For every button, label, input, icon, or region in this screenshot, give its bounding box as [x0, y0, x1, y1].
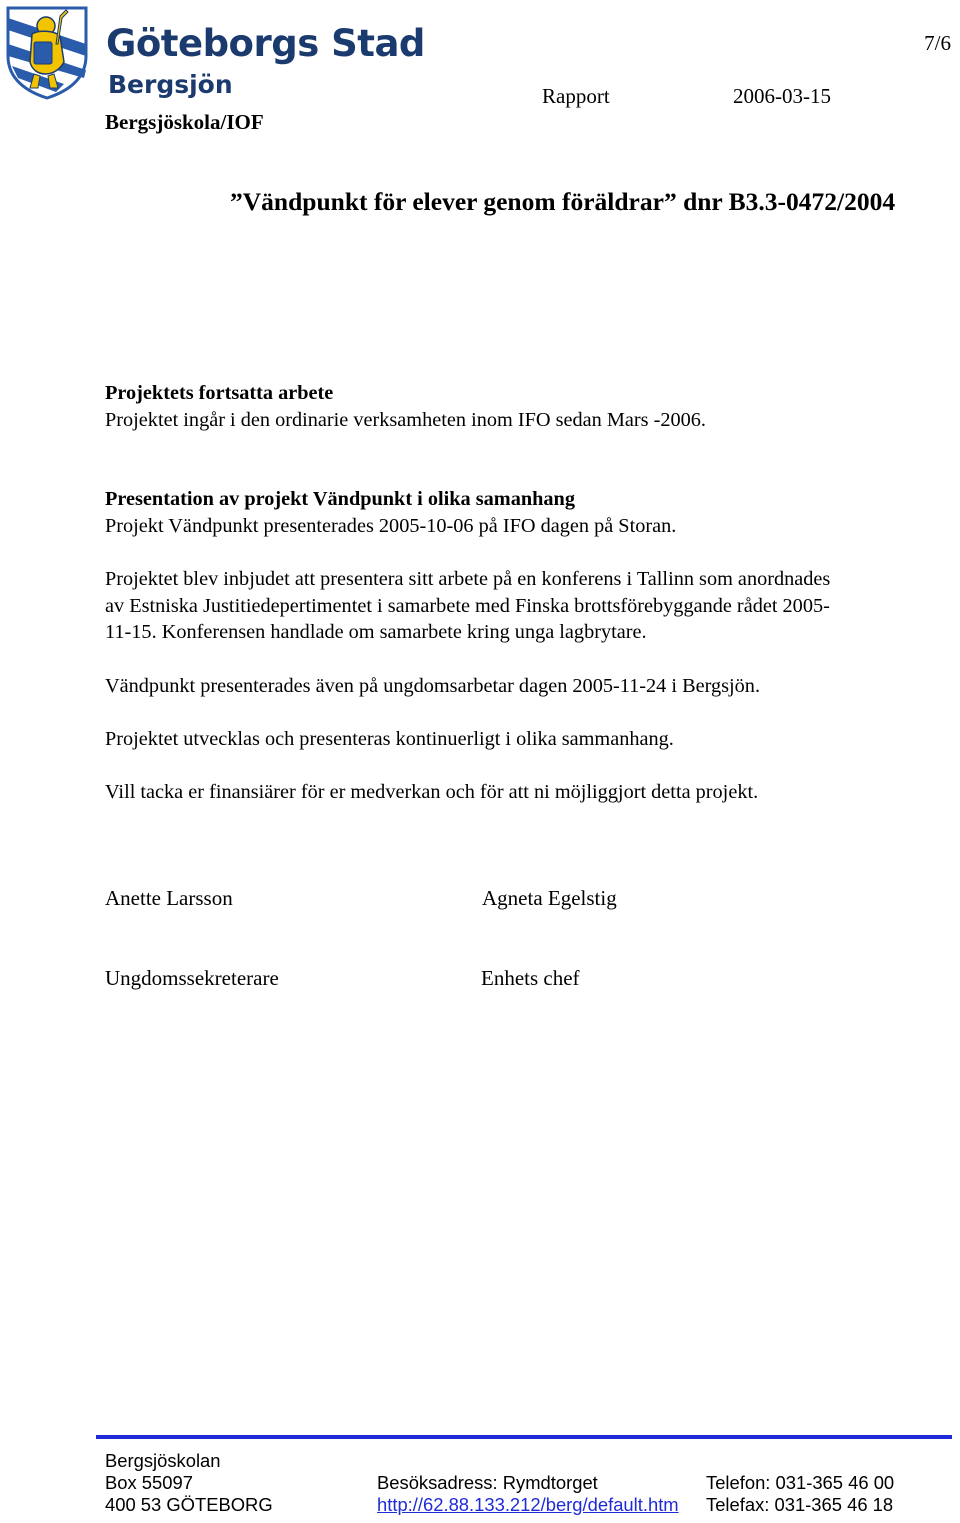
section-continued-work [105, 380, 945, 433]
signature-name: Agneta Egelstig [482, 886, 617, 910]
document-title: ”Vändpunkt för elever genom föräldrar” dnr B3.3-0472/2004 [230, 187, 896, 216]
footer-fax: Telefax: 031-365 46 18 [706, 1494, 894, 1515]
paragraph: Projektet utvecklas och presenteras kontinuerligt i olika sammanhang. [105, 728, 674, 750]
paragraph-tallinn-conference [105, 566, 945, 646]
signature-role: Enhets chef [481, 966, 580, 990]
paragraph: Vändpunkt presenterades även på ungdomsarbetar dagen 2005-11-24 i Bergsjön. [105, 675, 761, 697]
footer-box: Box 55097 [105, 1472, 193, 1493]
document-date: 2006-03-15 [733, 84, 831, 108]
brand-name: Göteborgs Stad [106, 22, 425, 65]
footer-phone: Telefon: 031-365 46 00 [706, 1472, 895, 1493]
section-heading: Projektets fortsatta arbete [105, 382, 334, 404]
paragraph: Projekt Vändpunkt presenterades 2005-10-06 på IFO dagen på Storan. [105, 514, 677, 537]
school-unit: Bergsjöskola/IOF [105, 110, 264, 134]
section-heading: Presentation av projekt Vändpunkt i olika samanhang [105, 488, 575, 510]
footer-org: Bergsjöskolan [105, 1450, 221, 1471]
brand-district: Bergsjön [108, 70, 233, 99]
paragraph-line: Projektet blev inbjudet att presentera sitt arbete på en konferens i Tallinn som anordnades [105, 568, 831, 590]
goteborg-coat-of-arms-icon [4, 4, 90, 100]
paragraph: Vill tacka er finansiärer för er medverkan och för att ni möjliggjort detta projekt. [105, 781, 759, 803]
signature-name: Anette Larsson [105, 886, 233, 910]
page-number: 7/6 [924, 31, 951, 55]
footer-visit-address: Besöksadress: Rymdtorget [377, 1472, 598, 1493]
footer-divider [96, 1435, 952, 1439]
footer-website-link[interactable]: http://62.88.133.212/berg/default.htm [377, 1494, 679, 1515]
paragraph-line: 11-15. Konferensen handlade om samarbete kring unga lagbrytare. [105, 621, 647, 643]
paragraph: Projektet ingår i den ordinarie verksamheten inom IFO sedan Mars -2006. [105, 408, 706, 431]
section-presentation [105, 486, 945, 539]
signature-role: Ungdomssekreterare [105, 966, 279, 990]
paragraph-line: av Estniska Justitiedepertimentet i samarbete med Finska brottsförebyggande rådet 2005- [105, 594, 830, 617]
document-type: Rapport [542, 84, 610, 108]
footer-postal: 400 53 GÖTEBORG [105, 1494, 273, 1515]
